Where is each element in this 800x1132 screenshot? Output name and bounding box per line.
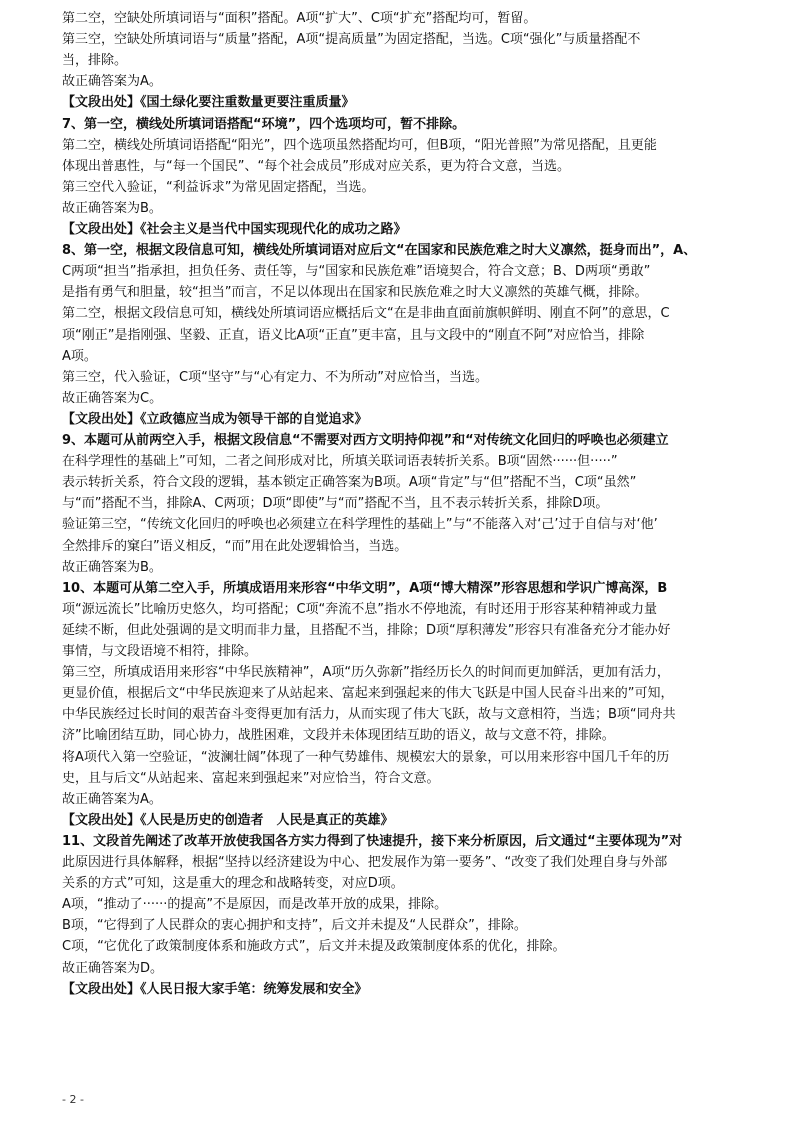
text-line: 全然排斥的窠臼”语义相反，“而”用在此处逻辑恰当，当选。 — [62, 538, 408, 554]
text-line: 关系的方式”可知，这是重大的理念和战略转变，对应D项。 — [62, 876, 404, 892]
text-line: 第三空，空缺处所填词语与“质量”搭配，A项“提高质量”为固定搭配，当选。C项“强化”与质量搭配不 — [62, 32, 641, 48]
text-line: 中华民族经过长时间的艰苦奋斗变得更加有活力，从而实现了伟大飞跃，故与文意相符，当选；B项“同舟共 — [62, 707, 676, 723]
text-line: 【文段出处】《人民日报大家手笔：统筹发展和安全》 — [62, 981, 368, 997]
text-line: 当，排除。 — [62, 53, 128, 69]
text-line: 史，且与后文“从站起来、富起来到强起来”对应恰当，符合文意。 — [62, 770, 440, 786]
text-line: A项，“推动了······的提高”不是原因，而是改革开放的成果，排除。 — [62, 897, 448, 913]
text-line: 是指有勇气和胆量，较“担当”而言，不足以体现出在国家和民族危难之时大义凛然的英雄气概，排除。 — [62, 285, 648, 301]
text-line: 验证第三空，“传统文化回归的呼唤也必须建立在科学理性的基础上”与“不能落入对‘己’过于自信与对‘他’ — [62, 517, 658, 533]
text-line: 第二空，根据文段信息可知，横线处所填词语应概括后文“在是非曲直面前旗帜鲜明、刚直不阿”的意思，C — [62, 306, 670, 322]
text-line: 故正确答案为B。 — [62, 559, 162, 575]
text-line: 【文段出处】《社会主义是当代中国实现现代化的成功之路》 — [62, 222, 407, 237]
text-line: 此原因进行具体解释，根据“坚持以经济建设为中心、把发展作为第一要务”、“改变了我们处理自身与外部 — [62, 855, 668, 870]
text-line: 故正确答案为C。 — [62, 390, 163, 406]
text-line: 故正确答案为A。 — [62, 791, 162, 807]
text-line: 第三空，代入验证，C项“坚守”与“心有定力、不为所动”对应恰当，当选。 — [62, 369, 489, 385]
text-line: 第二空，空缺处所填词语与“面积”搭配。A项“扩大”、C项“扩充”搭配均可，暂留。 — [62, 11, 537, 26]
text-line: C两项“担当”指承担，担负任务、责任等，与“国家和民族危难”语境契合，符合文意；B、D两项“勇敢” — [62, 264, 651, 280]
text-line: 在科学理性的基础上”可知，二者之间形成对比，所填关联词语表转折关系。B项“固然······但·····” — [62, 454, 618, 470]
text-line: B项，“它得到了人民群众的衷心拥护和支持”，后文并未提及“人民群众”，排除。 — [62, 918, 527, 934]
text-line: 故正确答案为D。 — [62, 960, 164, 976]
text-line: 11、文段首先阐述了改革开放使我国各方实力得到了快速提升，接下来分析原因，后文通过“主要体现为”对 — [62, 833, 683, 849]
text-line: 第三空代入验证，“利益诉求”为常见固定搭配，当选。 — [62, 179, 375, 195]
text-line: 项“刚正”是指刚强、坚毅、正直，语义比A项“正直”更丰富，且与文段中的“刚直不阿”对应恰当，排除 — [62, 327, 645, 343]
text-line: 与“而”搭配不当，排除A、C两项；D项“即使”与“而”搭配不当，且不表示转折关系，排除D项。 — [62, 496, 609, 512]
text-line: 项“源远流长”比喻历史悠久，均可搭配；C项“奔流不息”指水不停地流，有时还用于形容某种精神或力量 — [62, 601, 658, 617]
text-line: 故正确答案为A。 — [62, 74, 162, 90]
text-line: 【文段出处】《立政德应当成为领导干部的自觉追求》 — [62, 411, 368, 427]
text-line: 【文段出处】《国土绿化要注重数量更要注重质量》 — [62, 95, 355, 111]
text-line: 延续不断，但此处强调的是文明而非力量，且搭配不当，排除；D项“厚积薄发”形容只有准备充分才能办好 — [62, 622, 671, 638]
text-line: 事情，与文段语境不相符，排除。 — [62, 644, 258, 659]
text-line: 9、本题可从前两空入手，根据文段信息“不需要对西方文明持仰视”和“对传统文化回归的呼唤也必须建立 — [62, 433, 669, 448]
text-line: 故正确答案为B。 — [62, 200, 162, 216]
text-line: 体现出普惠性，与“每一个国民”、“每个社会成员”形成对应关系，更为符合文意，当选。 — [62, 158, 570, 174]
page-number: - 2 - — [62, 1093, 84, 1106]
text-line: 10、本题可从第二空入手，所填成语用来形容“中华文明”，A项“博大精深”形容思想和学识广博高深，B — [62, 580, 668, 596]
text-line: 更显价值，根据后文“中华民族迎来了从站起来、富起来到强起来的伟大飞跃是中国人民奋斗出来的”可知， — [62, 686, 674, 702]
text-line: 第二空，横线处所填词语搭配“阳光”，四个选项虽然搭配均可，但B项，“阳光普照”为常见搭配，且更能 — [62, 137, 657, 153]
text-line: 7、第一空，横线处所填词语搭配“环境”，四个选项均可，暂不排除。 — [62, 116, 466, 132]
text-line: C项，“它优化了政策制度体系和施政方式”，后文并未提及政策制度体系的优化，排除。 — [62, 939, 566, 955]
text-line: 将A项代入第一空验证，“波澜壮阔”体现了一种气势雄伟、规模宏大的景象，可以用来形容中国几千年的历 — [62, 749, 670, 765]
text-line: 表示转折关系，符合文段的逻辑，基本锁定正确答案为B项。A项“肯定”与“但”搭配不当，C项“虽然” — [62, 475, 637, 491]
text-line: 济”比喻团结互助，同心协力，战胜困难，文段并未体现团结互助的语义，故与文意不符，排除。 — [62, 728, 615, 744]
text-line: 【文段出处】《人民是历史的创造者 人民是真正的英雄》 — [62, 812, 394, 828]
text-line: 第三空，所填成语用来形容“中华民族精神”，A项“历久弥新”指经历长久的时间而更加鲜活，更加有活力， — [62, 665, 670, 681]
text-line: 8、第一空，根据文段信息可知，横线处所填词语对应后文“在国家和民族危难之时大义凛然，挺身而出”，A、 — [62, 243, 697, 259]
text-line: A项。 — [62, 348, 97, 364]
